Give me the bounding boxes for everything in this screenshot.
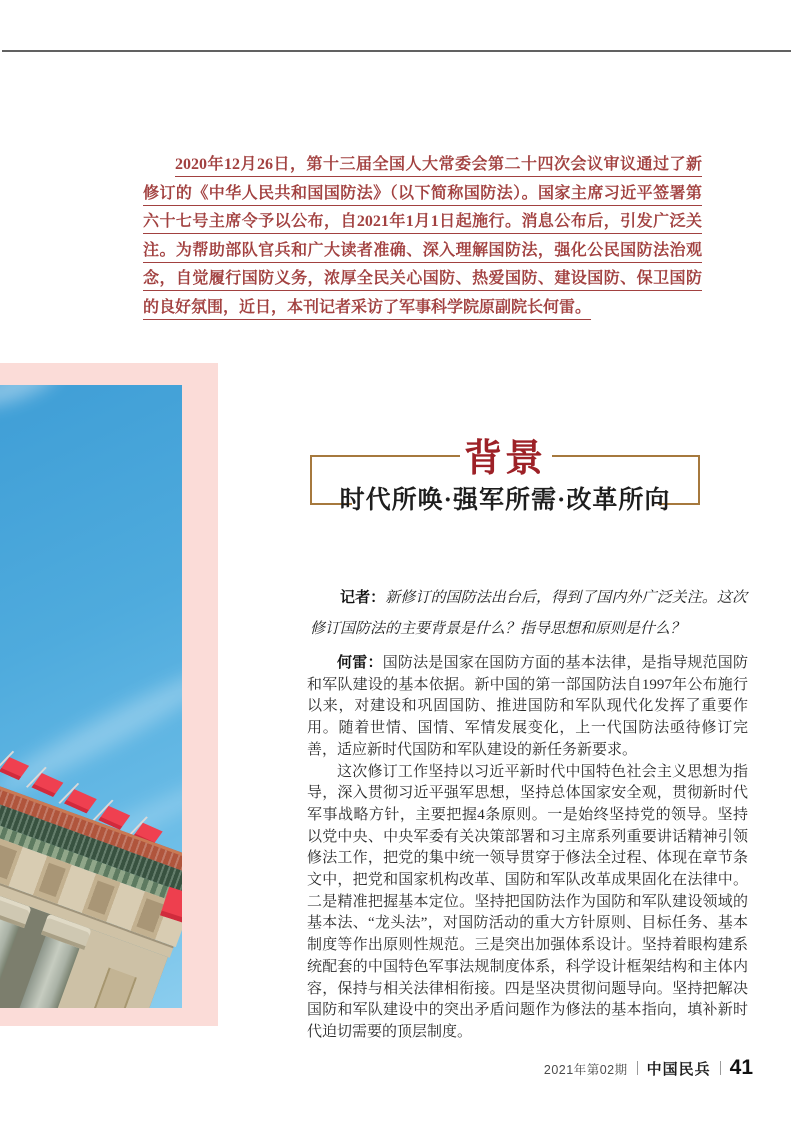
footer-separator bbox=[720, 1061, 721, 1075]
red-flag-icon bbox=[64, 789, 97, 813]
answer-paragraph-1 bbox=[307, 652, 748, 762]
top-rule bbox=[2, 50, 791, 52]
great-hall-photo bbox=[0, 385, 182, 1008]
column bbox=[0, 914, 19, 1008]
question-speaker-label: 记者： bbox=[340, 589, 386, 606]
page-footer bbox=[544, 1056, 753, 1080]
interview-question bbox=[310, 582, 747, 645]
interview-answer bbox=[307, 652, 748, 1044]
section-title: 背景 bbox=[463, 438, 546, 480]
answer-paragraph-2: 这次修订工作坚持以习近平新时代中国特色社会主义思想为指导，深入贯彻习近平强军思想，坚持总体国家安全观，贯彻新时代军事战略方针，主要把握4条原则。一是始终坚持党的领导。坚持以党中央、中央军委有关决策部署和习主席系列重要讲话精神引领修法工作，把党的集中统一领导贯穿于修法全过程、体现在章节条文中，把党和国家机构改革、国防和军队改革成果固化在法律中。二是精准把握基本定位。坚持把国防法作为国防和军队建设领域的基本法、“龙头法”，对国防活动的重大方针原则、目标任务、基本制度等作出原则性规范。三是突出加强体系设计。坚持着眼构建系统配套的中国特色军事法规制度体系，科学设计框架结构和主体内容，保持与相关法律相衔接。四是坚决贯彻问题导向。坚持把解决国防和军队建设中的突出矛盾问题作为修法的基本指向，填补新时代迫切需要的顶层制度。 bbox=[307, 763, 748, 1040]
footer-page-number: 41 bbox=[729, 1056, 753, 1079]
answer-paragraph-1-text: 国防法是国家在国防方面的基本法律，是指导规范国防和军队建设的基本依据。新中国的第一部国防法自1997年公布施行以来，对建设和巩固国防、推进国防和军队现代化发挥了重要作用。随着世情、国情、军情发展变化，上一代国防法亟待修订完善，适应新时代国防和军队建设的新任务新要求。 bbox=[307, 655, 748, 758]
intro-paragraph: 2020年12月26日，第十三届全国人大常委会第二十四次会议审议通过了新修订的《中华人民共和国国防法》（以下简称国防法）。国家主席习近平签署第六十七号主席令予以公布，自2021年1月1日起施行。消息公布后，引发广泛关注。为帮助部队官兵和广大读者准确、深入理解国防法，强化公民国防法治观念，自觉履行国防义务，浓厚全民关心国防、热爱国防、建设国防、保卫国防的良好氛围，近日，本刊记者采访了军事科学院原副院长何雷。 bbox=[143, 156, 702, 316]
question-text: 新修订的国防法出台后，得到了国内外广泛关注。这次修订国防法的主要背景是什么？指导思想和原则是什么？ bbox=[310, 590, 747, 637]
section-subtitle: 时代所唤·强军所需·改革所向 bbox=[339, 487, 671, 514]
cloud bbox=[0, 656, 182, 805]
section-header bbox=[310, 438, 700, 514]
footer-issue: 2021年第02期 bbox=[543, 1063, 628, 1077]
footer-magazine-name: 中国民兵 bbox=[646, 1061, 711, 1078]
cloud bbox=[0, 385, 62, 414]
answer-speaker-label: 何雷： bbox=[337, 654, 383, 671]
red-flag-icon bbox=[31, 773, 63, 797]
footer-separator bbox=[637, 1061, 638, 1075]
